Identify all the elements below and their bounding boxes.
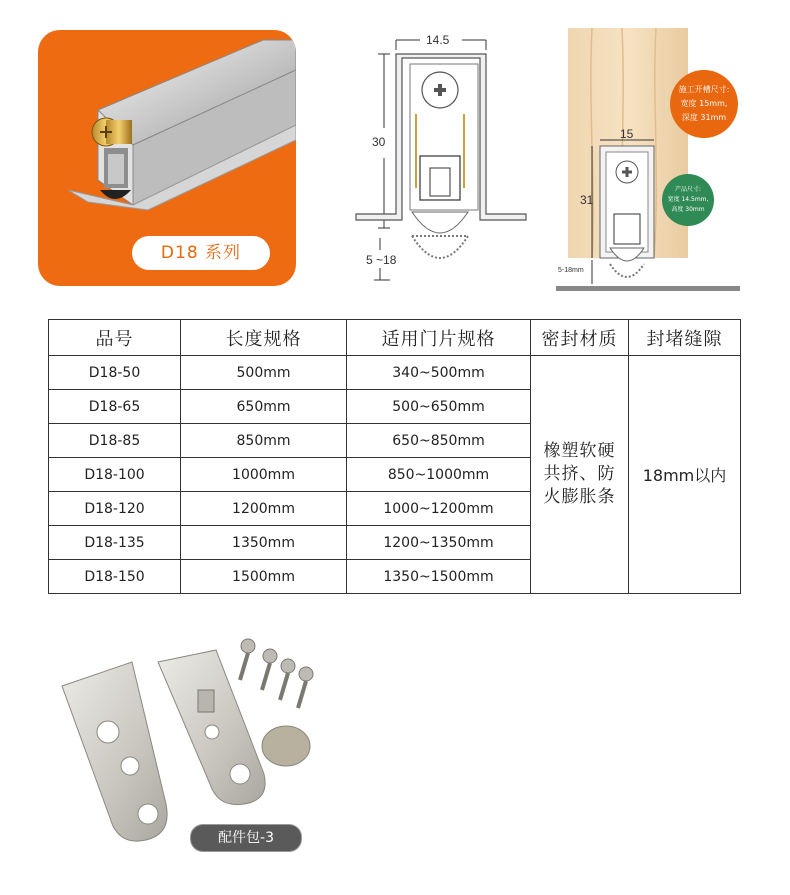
table-row: [49, 356, 741, 390]
cell-length: 500mm: [181, 356, 347, 390]
cell-door-size: 1000~1200mm: [347, 492, 531, 526]
floor-gap-label: 5-18mm: [558, 267, 584, 274]
header-material: 密封材质: [531, 320, 629, 356]
plate-hole: [230, 764, 250, 784]
material-line: 共挤、防: [543, 464, 616, 484]
plate-hole: [97, 721, 119, 743]
cell-length: 1350mm: [181, 526, 347, 560]
profile-cross-section-diagram: [350, 28, 540, 290]
cell-model: D18-65: [49, 390, 181, 424]
cell-model: D18-50: [49, 356, 181, 390]
cell-length: 650mm: [181, 390, 347, 424]
height-dimension-label: 30: [372, 135, 386, 149]
screw-set: [240, 639, 313, 708]
header-model: 品号: [49, 320, 181, 356]
end-cap: [262, 726, 310, 766]
cell-model: D18-120: [49, 492, 181, 526]
install-callout-title: 施工开槽尺寸:: [678, 85, 730, 94]
header-gap: 封堵缝隙: [629, 320, 741, 356]
plate-hole: [121, 757, 139, 775]
header-length: 长度规格: [181, 320, 347, 356]
width-dimension-label: 14.5: [426, 33, 450, 47]
cell-door-size: 1350~1500mm: [347, 560, 531, 594]
cell-model: D18-135: [49, 526, 181, 560]
cell-door-size: 340~500mm: [347, 356, 531, 390]
cell-length: 1500mm: [181, 560, 347, 594]
installation-diagram: [552, 28, 740, 294]
cell-model: D18-150: [49, 560, 181, 594]
cell-door-size: 1200~1350mm: [347, 526, 531, 560]
cell-model: D18-100: [49, 458, 181, 492]
series-badge: D18 系列: [132, 236, 270, 270]
accessory-kit-label: 配件包-3: [190, 824, 302, 852]
plate-stud: [198, 690, 214, 712]
cell-length: 1200mm: [181, 492, 347, 526]
groove-depth-label: 31: [580, 193, 594, 207]
door-installation-illustration: [552, 28, 740, 294]
spec-table: [48, 319, 741, 594]
install-callout-depth: 深度 31mm: [681, 113, 727, 122]
cell-gap: 18mm以内: [629, 356, 741, 594]
material-line: 橡塑软硬: [543, 441, 616, 461]
cell-door-size: 500~650mm: [347, 390, 531, 424]
accessory-kit-photo: [48, 628, 338, 853]
product-callout-title: 产品尺寸:: [674, 186, 702, 193]
gap-dimension-label: 5 ~18: [366, 253, 397, 267]
cell-material: [531, 356, 629, 594]
cell-door-size: 850~1000mm: [347, 458, 531, 492]
plate-hole: [205, 725, 219, 739]
product-callout-width: 宽度 14.5mm,: [667, 196, 709, 203]
groove-width-label: 15: [620, 127, 634, 141]
cell-door-size: 650~850mm: [347, 424, 531, 458]
cell-model: D18-85: [49, 424, 181, 458]
material-line: 火膨胀条: [543, 487, 616, 507]
product-image-card: [38, 30, 296, 286]
table-header-row: [49, 320, 741, 356]
plate-hole: [138, 804, 158, 824]
product-callout-height: 高度 30mm: [671, 206, 705, 213]
header-door-size: 适用门片规格: [347, 320, 531, 356]
cell-length: 1000mm: [181, 458, 347, 492]
cell-length: 850mm: [181, 424, 347, 458]
install-callout-width: 宽度 15mm,: [680, 99, 728, 108]
